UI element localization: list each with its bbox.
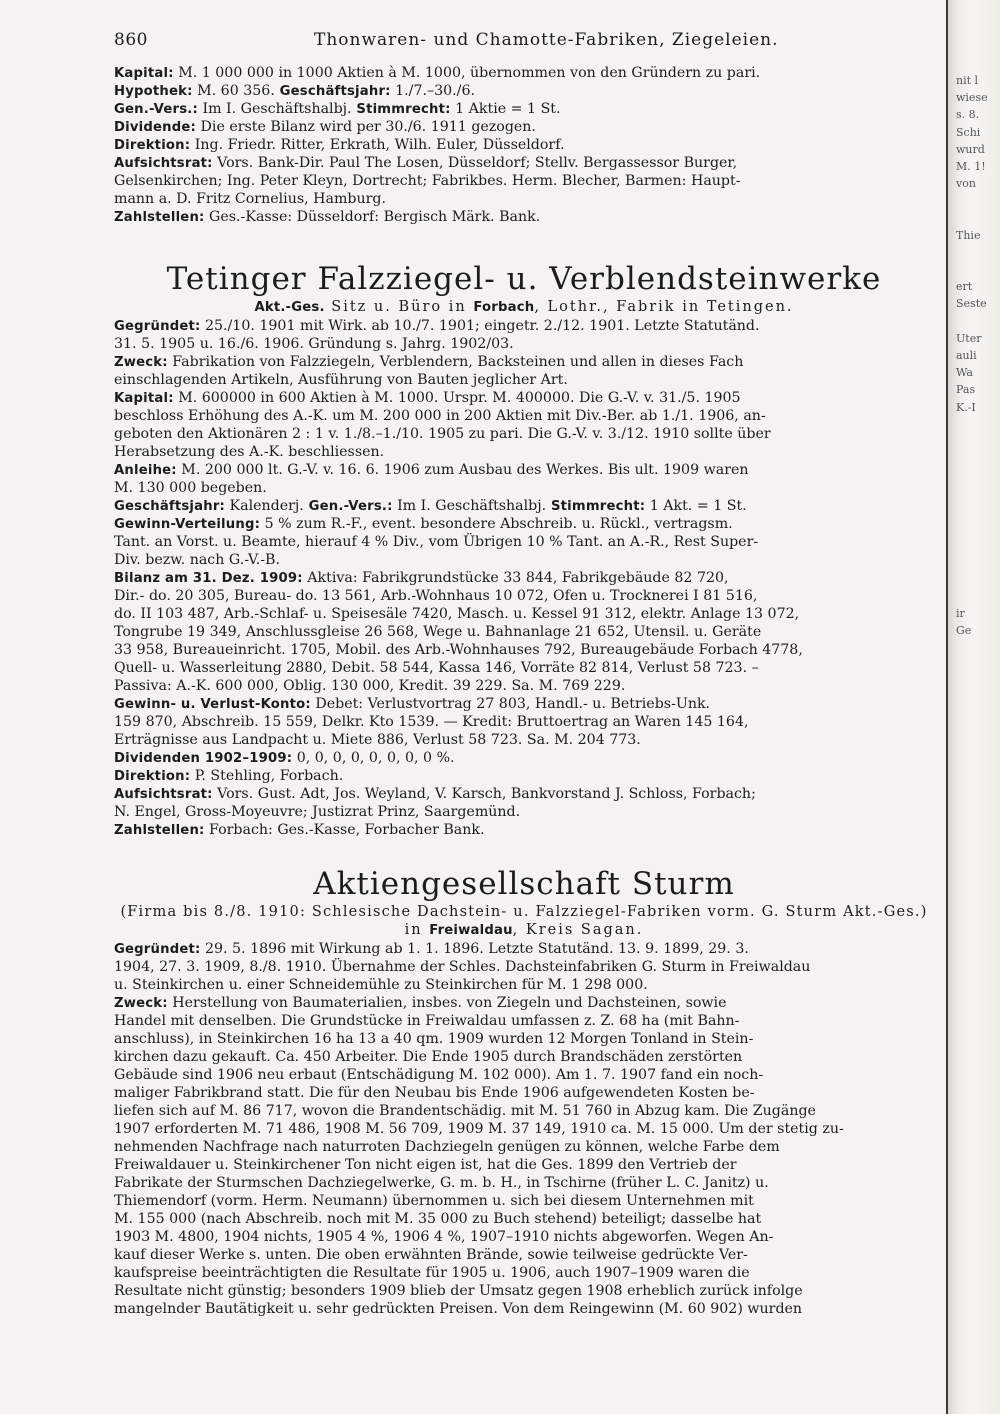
field-label: Stimmrecht: [351, 102, 451, 117]
field-text: Fabrikation von Falzziegeln, Verblendern, Backsteinen und allen in dieses Fach [167, 354, 744, 370]
text-line [114, 1300, 934, 1318]
field-text: 5 % zum R.-F., event. besondere Abschreib. u. Rückl., vertragsm. [260, 516, 733, 532]
gutter-fragment [956, 502, 994, 519]
gutter-fragment [956, 553, 994, 570]
field-text: 1904, 27. 3. 1909, 8./8. 1910. Übernahme der Schles. Dachsteinfabriken G. Sturm in Freiwaldau [114, 959, 811, 975]
text-line [114, 1210, 934, 1228]
field-text: Im I. Geschäftshalbj. [197, 101, 352, 117]
field-text: P. Stehling, Forbach. [190, 768, 344, 784]
text-line [114, 100, 934, 118]
field-text: kauf dieser Werke s. unten. Die oben erwähnten Brände, sowie teilweise gedrückte Ver- [114, 1247, 748, 1263]
gutter-fragment: Uter [956, 331, 982, 345]
text-line [114, 118, 934, 136]
field-text: M. 130 000 begeben. [114, 480, 267, 496]
subtitle-freiwaldau: Freiwaldau [429, 923, 513, 938]
field-text: Ing. Friedr. Ritter, Erkrath, Wilh. Euler, Düsseldorf. [190, 137, 565, 153]
text-line [114, 335, 934, 353]
text-line [114, 154, 934, 172]
text-line [114, 731, 934, 749]
field-label: Kapital: [114, 66, 174, 81]
gutter-fragment: K.-I [956, 400, 976, 414]
text-line [114, 371, 934, 389]
text-line [114, 940, 934, 958]
text-line [114, 569, 934, 587]
text-line [114, 958, 934, 976]
field-text: Debet: Verlustvortrag 27 803, Handl.- u. Betriebs-Unk. [310, 696, 711, 712]
text-line [114, 994, 934, 1012]
gutter-fragment: Thie [956, 228, 981, 242]
company-subtitle-sturm-firma: (Firma bis 8./8. 1910: Schlesische Dachstein- u. Falzziegel-Fabriken vorm. G. Sturm Akt.-Ges.) [120, 904, 928, 920]
gutter-text-fragments [956, 72, 994, 639]
text-line [114, 479, 934, 497]
field-label: Aufsichtsrat: [114, 156, 213, 171]
field-label: Gewinn- u. Verlust-Konto: [114, 697, 311, 712]
gutter-fragment: Schi [956, 125, 981, 139]
field-text: Vors. Gust. Adt, Jos. Weyland, V. Karsch, Bankvorstand J. Schloss, Forbach; [212, 786, 756, 802]
page-fold-line [946, 0, 948, 1414]
text-line [114, 1282, 934, 1300]
field-text: 29. 5. 1896 mit Wirkung ab 1. 1. 1896. Letzte Statutänd. 13. 9. 1899, 29. 3. [200, 941, 749, 957]
gutter-fragment [956, 536, 994, 553]
text-line [114, 551, 934, 569]
field-text: M. 1 000 000 in 1000 Aktien à M. 1000, übernommen von den Gründern zu pari. [173, 65, 761, 81]
subtitle-forbach: Forbach [473, 300, 535, 315]
gutter-fragment [956, 570, 994, 587]
subtitle-fabrik: , Lothr., Fabrik in Tetingen. [534, 299, 794, 315]
field-label: Kapital: [114, 391, 174, 406]
text-line [114, 605, 934, 623]
text-line [114, 749, 934, 767]
gutter-fragment: s. 8. [956, 108, 980, 122]
field-text: einschlagenden Artikeln, Ausführung von Bauten jeglicher Art. [114, 372, 568, 388]
running-title: Thonwaren- und Chamotte-Fabriken, Ziegeleien. [314, 30, 779, 50]
field-text: Tongrube 19 349, Anschlussgleise 26 568, Wege u. Bahnanlage 21 652, Utensil. u. Geräte [114, 624, 762, 640]
text-line [114, 82, 934, 100]
field-label: Stimmrecht: [546, 499, 646, 514]
company-subtitle-sturm-seat [114, 921, 934, 940]
field-label: Bilanz am 31. Dez. 1909: [114, 571, 303, 586]
text-line [114, 623, 934, 641]
field-label: Gegründet: [114, 942, 201, 957]
field-text: Gebäude sind 1906 neu erbaut (Entschädigung M. 102 000). Am 1. 7. 1907 fand ein noch- [114, 1067, 764, 1083]
text-line [114, 1138, 934, 1156]
text-line [114, 641, 934, 659]
text-line [114, 208, 934, 226]
field-text: 1 Aktie = 1 St. [450, 101, 561, 117]
gutter-fragment [956, 588, 994, 605]
entry-previous-company [114, 64, 934, 226]
subtitle-akt-ges: Akt.-Ges. [254, 300, 325, 315]
next-page-gutter [948, 0, 1000, 1414]
field-text: beschloss Erhöhung des A.-K. um M. 200 000 in 200 Aktien mit Div.-Ber. ab 1./1. 1906, an- [114, 408, 766, 424]
text-line [114, 803, 934, 821]
entry-sturm [114, 940, 934, 1318]
field-text: 159 870, Abschreib. 15 559, Delkr. Kto 1539. — Kredit: Bruttoertrag an Waren 145 164, [114, 714, 749, 730]
text-line [114, 677, 934, 695]
field-label: Zahlstellen: [114, 210, 205, 225]
field-text: 1907 erforderten M. 71 486, 1908 M. 56 709, 1909 M. 37 149, 1910 ca. M. 15 000. Um der stetig zu- [114, 1121, 844, 1137]
company-title-tetinger: Tetinger Falzziegel- u. Verblendsteinwerke [166, 261, 882, 297]
field-text: Erträgnisse aus Landpacht u. Miete 886, Verlust 58 723. Sa. M. 204 773. [114, 732, 641, 748]
text-line [114, 389, 934, 407]
field-text: Herstellung von Baumaterialien, insbes. von Ziegeln und Dachsteinen, sowie [167, 995, 727, 1011]
text-line [114, 1156, 934, 1174]
text-line [114, 190, 934, 208]
field-text: do. II 103 487, Arb.-Schlaf- u. Speisesäle 7420, Masch. u. Kessel 91 312, elektr. Anlage 13 072, [114, 606, 800, 622]
subtitle-in: in [404, 922, 430, 938]
field-text: geboten den Aktionären 2 : 1 v. 1./8.–1./10. 1905 zu pari. Die G.-V. v. 3./12. 1910 sollte über [114, 426, 771, 442]
field-text: M. 200 000 lt. G.-V. v. 16. 6. 1906 zum Ausbau des Werkes. Bis ult. 1909 waren [176, 462, 749, 478]
text-line [114, 767, 934, 785]
text-line [114, 1066, 934, 1084]
text-line [114, 1048, 934, 1066]
gutter-fragment [956, 192, 994, 209]
field-text: Vors. Bank-Dir. Paul The Losen, Düsseldorf; Stellv. Bergassessor Burger, [212, 155, 738, 171]
text-line [114, 136, 934, 154]
gutter-fragment [956, 433, 994, 450]
text-line [114, 1102, 934, 1120]
field-text: M. 600000 in 600 Aktien à M. 1000. Urspr. M. 400000. Die G.-V. v. 31./5. 1905 [173, 390, 741, 406]
entry-tetinger [114, 317, 934, 839]
field-label: Anleihe: [114, 463, 177, 478]
gutter-fragment: nit l [956, 74, 979, 87]
text-line [114, 353, 934, 371]
gutter-fragment [956, 210, 994, 227]
field-text: M. 60 356. [192, 83, 275, 99]
field-text: Div. bezw. nach G.-V.-B. [114, 552, 280, 568]
field-text: 1903 M. 4800, 1904 nichts, 1905 4 %, 1906 4 %, 1907–1910 nichts abgeworfen. Wegen An- [114, 1229, 774, 1245]
field-text: M. 155 000 (nach Abschreib. noch mit M. 35 000 zu Buch stehend) beteiligt; dasselbe hat [114, 1211, 762, 1227]
field-text: Herabsetzung des A.-K. beschliessen. [114, 444, 385, 460]
text-line [114, 172, 934, 190]
field-label: Gewinn-Verteilung: [114, 517, 261, 532]
gutter-fragment: ert [956, 280, 973, 294]
field-text: kirchen dazu gekauft. Ca. 450 Arbeiter. Die Ende 1905 durch Brandschäden zerstörten [114, 1049, 743, 1065]
text-line [114, 587, 934, 605]
text-line [114, 1174, 934, 1192]
gutter-fragment [956, 244, 994, 261]
text-line [114, 1192, 934, 1210]
text-line [114, 461, 934, 479]
subtitle-sitz: Sitz u. Büro in [324, 299, 474, 315]
field-text: u. Steinkirchen u. einer Schneidemühle zu Steinkirchen für M. 1 298 000. [114, 977, 648, 993]
gutter-fragment [956, 467, 994, 484]
gutter-fragment: Seste [956, 297, 987, 311]
field-label: Dividenden 1902–1909: [114, 751, 293, 766]
field-text: Thiemendorf (vorm. Herm. Neumann) übernommen u. sich bei diesem Unternehmen mit [114, 1193, 754, 1209]
field-text: Handel mit denselben. Die Grundstücke in Freiwaldau umfassen z. Z. 68 ha (mit Bahn- [114, 1013, 740, 1029]
gutter-fragment [956, 519, 994, 536]
field-text: kaufspreise beeinträchtigten die Resultate für 1905 u. 1906, auch 1907–1909 waren die [114, 1265, 750, 1281]
field-text: Die erste Bilanz wird per 30./6. 1911 gezogen. [196, 119, 536, 135]
text-line [114, 1084, 934, 1102]
field-text: Dir.- do. 20 305, Bureau- do. 13 561, Arb.-Wohnhaus 10 072, Ofen u. Trocknerei I 81 516, [114, 588, 758, 604]
text-line [114, 785, 934, 803]
text-line [114, 695, 934, 713]
text-line [114, 976, 934, 994]
gutter-fragment: wurd [956, 142, 985, 156]
gutter-fragment [956, 485, 994, 502]
text-line [114, 1246, 934, 1264]
field-text: 1 Akt. = 1 St. [645, 498, 747, 514]
text-line [114, 515, 934, 533]
field-label: Aufsichtsrat: [114, 787, 213, 802]
page-number: 860 [114, 30, 148, 50]
text-line [114, 497, 934, 515]
gutter-fragment [956, 313, 994, 330]
field-text: 31. 5. 1905 u. 16./6. 1906. Gründung s. Jahrg. 1902/03. [114, 336, 514, 352]
field-label: Zahlstellen: [114, 823, 205, 838]
gutter-fragment: M. 1! [956, 159, 986, 173]
text-line [114, 1264, 934, 1282]
field-text: maliger Fabrikbrand statt. Die für den Neubau bis Ende 1906 aufgewendeten Kosten be- [114, 1085, 755, 1101]
company-title-sturm: Aktiengesellschaft Sturm [313, 866, 735, 902]
field-label: Hypothek: [114, 84, 193, 99]
gutter-fragment [956, 450, 994, 467]
text-line [114, 425, 934, 443]
subtitle-kreis: , Kreis Sagan. [512, 922, 644, 938]
field-label: Gegründet: [114, 319, 201, 334]
field-text: Im I. Geschäftshalbj. [392, 498, 547, 514]
field-text: Kalenderj. [225, 498, 304, 514]
gutter-fragment: Wa [956, 366, 973, 380]
text-line [114, 407, 934, 425]
field-text: Forbach: Ges.-Kasse, Forbacher Bank. [204, 822, 485, 838]
gutter-fragment [956, 416, 994, 433]
text-line [114, 443, 934, 461]
field-text: N. Engel, Gross-Moyeuvre; Justizrat Prinz, Saargemünd. [114, 804, 521, 820]
text-line [114, 659, 934, 677]
gutter-fragment: wiese [956, 91, 988, 105]
field-label: Dividende: [114, 120, 197, 135]
field-text: 25./10. 1901 mit Wirk. ab 10./7. 1901; eingetr. 2./12. 1901. Letzte Statutänd. [200, 318, 760, 334]
field-text: Passiva: A.-K. 600 000, Oblig. 130 000, Kredit. 39 229. Sa. M. 769 229. [114, 678, 626, 694]
field-label: Gen.-Vers.: [303, 499, 393, 514]
gutter-fragment: ir [956, 606, 965, 620]
text-line [114, 1012, 934, 1030]
gutter-fragment: Pas [956, 383, 976, 397]
field-label: Direktion: [114, 138, 191, 153]
text-line [114, 1228, 934, 1246]
field-text: Fabrikate der Sturmschen Dachziegelwerke, G. m. b. H., in Tschirne (früher L. C. Janitz) u. [114, 1175, 769, 1191]
gutter-fragment: von [956, 177, 976, 191]
text-line [114, 1030, 934, 1048]
field-label: Geschäftsjahr: [114, 499, 225, 514]
field-text: mann a. D. Fritz Cornelius, Hamburg. [114, 191, 387, 207]
field-label: Gen.-Vers.: [114, 102, 198, 117]
field-text: 33 958, Bureaueinricht. 1705, Mobil. des Arb.-Wohnhauses 792, Bureaugebäude Forbach 4778, [114, 642, 803, 658]
field-text: Quell- u. Wasserleitung 2880, Debit. 58 544, Kassa 146, Vorräte 82 814, Verlust 58 723. – [114, 660, 759, 676]
document-page [114, 30, 934, 1318]
field-text: Tant. an Vorst. u. Beamte, hierauf 4 % Div., vom Übrigen 10 % Tant. an A.-R., Rest Super- [114, 534, 759, 550]
field-text: 1./7.–30./6. [390, 83, 475, 99]
field-label: Geschäftsjahr: [274, 84, 391, 99]
field-label: Zweck: [114, 355, 168, 370]
text-line [114, 1120, 934, 1138]
field-text: Resultate nicht günstig; besonders 1909 blieb der Umsatz gegen 1908 erheblich zurück infolge [114, 1283, 803, 1299]
field-text: nehmenden Nachfrage nach naturroten Dachziegeln genügen zu können, welche Farbe dem [114, 1139, 780, 1155]
text-line [114, 317, 934, 335]
text-line [114, 533, 934, 551]
gutter-fragment: Ge [956, 624, 972, 637]
field-text: anschluss), in Steinkirchen 16 ha 13 a 40 qm. 1909 wurden 12 Morgen Tonland in Stein- [114, 1031, 754, 1047]
company-subtitle-tetinger [114, 298, 934, 317]
field-text: Ges.-Kasse: Düsseldorf: Bergisch Märk. Bank. [204, 209, 541, 225]
field-text: mangelnder Bautätigkeit u. sehr gedrückten Preisen. Von dem Reingewinn (M. 60 902) wurden [114, 1301, 803, 1317]
field-text: liefen sich auf M. 86 717, wovon die Brandentschädig. mit M. 51 760 in Abzug kam. Die Zugänge [114, 1103, 816, 1119]
text-line [114, 821, 934, 839]
field-text: Freiwaldauer u. Steinkirchener Ton nicht eigen ist, hat die Ges. 1899 den Vertrieb der [114, 1157, 737, 1173]
field-text: Gelsenkirchen; Ing. Peter Kleyn, Dortrecht; Fabrikbes. Herm. Blecher, Barmen: Haupt- [114, 173, 741, 189]
page-header [114, 30, 934, 64]
field-label: Direktion: [114, 769, 191, 784]
field-label: Zweck: [114, 996, 168, 1011]
field-text: Aktiva: Fabrikgrundstücke 33 844, Fabrikgebäude 82 720, [302, 570, 729, 586]
text-line [114, 64, 934, 82]
text-line [114, 713, 934, 731]
gutter-fragment: auli [956, 349, 977, 362]
field-text: 0, 0, 0, 0, 0, 0, 0, 0 %. [292, 750, 455, 766]
gutter-fragment [956, 261, 994, 278]
